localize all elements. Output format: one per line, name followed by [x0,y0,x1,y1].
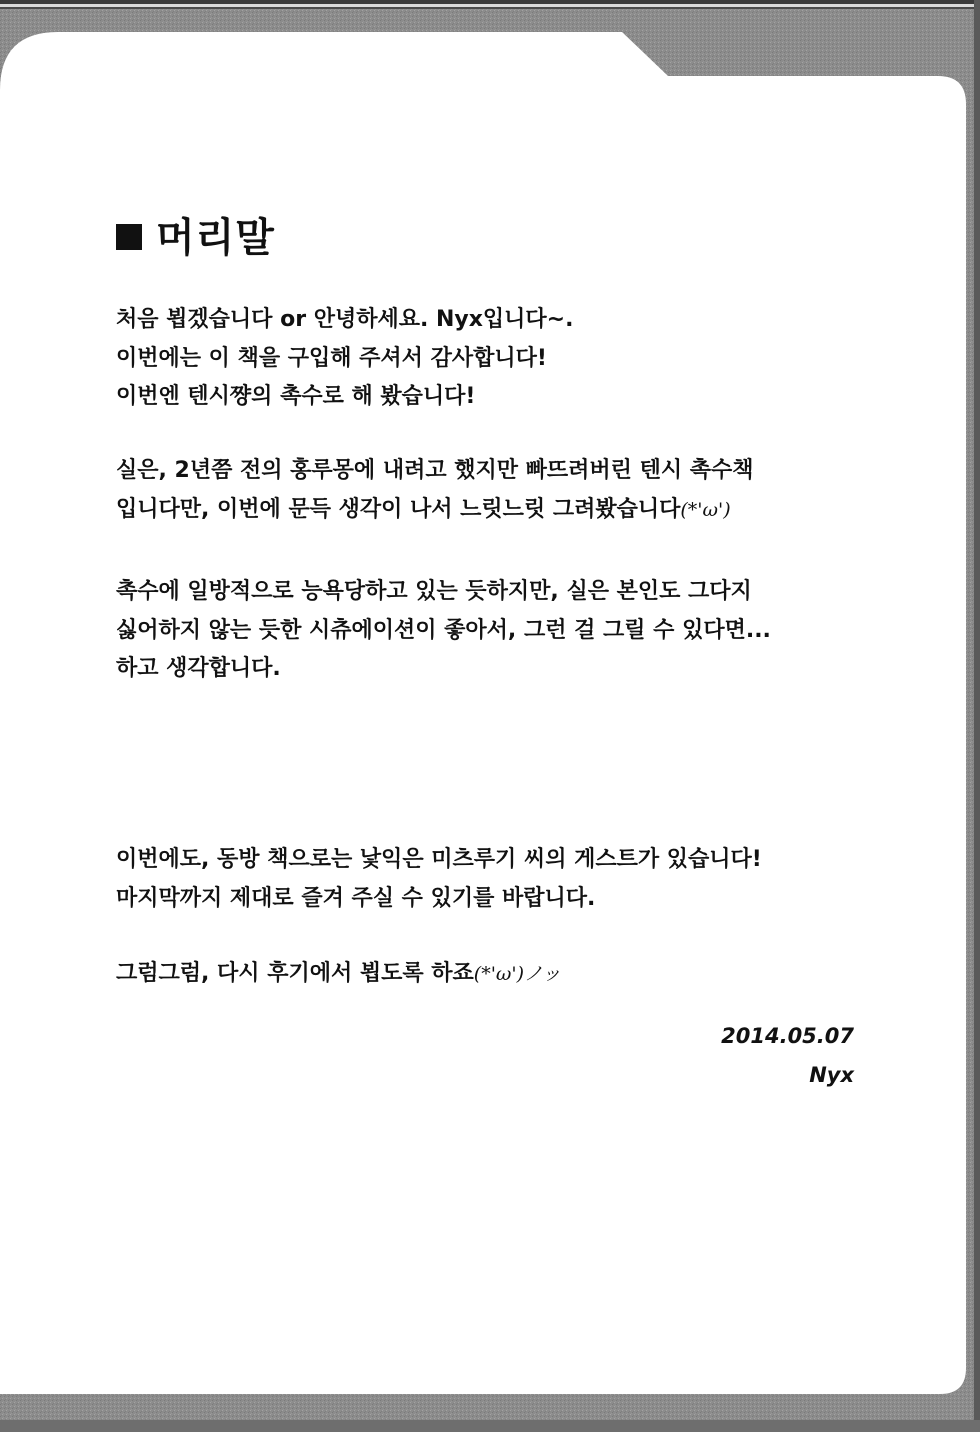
text-line: 이번에도, 동방 책으로는 낯익은 미츠루기 씨의 게스트가 있습니다! [116,847,762,872]
text-line: 마지막까지 제대로 즐겨 주실 수 있기를 바랍니다. [116,885,596,911]
text-line: 하고 생각합니다. [116,656,281,681]
preface-heading [116,212,275,264]
text-line-main: 입니다만, 이번에 문득 생각이 나서 느릿느릿 그려봤습니다 [116,496,681,522]
guest-paragraph [116,841,762,918]
text-line: 촉수에 일방적으로 능욕당하고 있는 듯하지만, 실은 본인도 그다지 [116,579,752,604]
square-bullet-icon [116,224,142,250]
text-line [116,491,754,530]
background-paragraph [116,452,754,529]
emoticon: (*'ω')ノッ [473,963,561,985]
preface-title: 머리말 [156,215,275,261]
signature-date: 2014.05.07 [721,1024,854,1048]
text-line: 싫어하지 않는 듯한 시츄에이션이 좋아서, 그런 걸 그릴 수 있다면... [116,617,771,643]
text-line: 이번엔 텐시쨩의 촉수로 해 봤습니다! [116,384,476,409]
signature-author: Nyx [809,1063,854,1087]
text-line: 처음 뵙겠습니다 or 안녕하세요. Nyx입니다~. [116,307,574,332]
closing-paragraph [116,955,561,994]
text-line: 이번에는 이 책을 구입해 주셔서 감사합니다! [116,345,547,371]
text-line [116,955,561,994]
text-line-main: 그럼그럼, 다시 후기에서 뵙도록 하죠 [116,961,474,986]
emoticon: (*'ω') [680,498,731,521]
text-line: 실은, 2년쯤 전의 홍루몽에 내려고 했지만 빠뜨려버린 텐시 촉수책 [116,458,754,483]
situation-paragraph [116,573,771,689]
greeting-paragraph [116,301,573,417]
